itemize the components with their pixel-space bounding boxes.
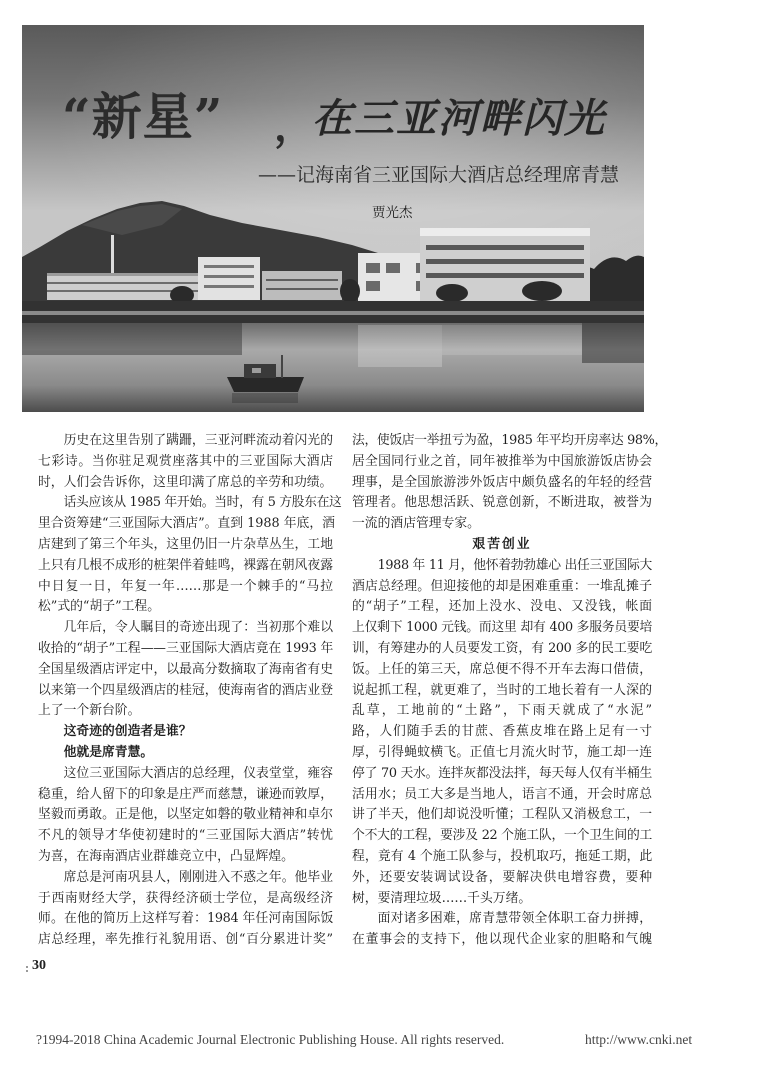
boat-window xyxy=(252,368,261,373)
paragraph-line: 时，人们会告诉你，这里印满了席总的辛劳和功绩。 xyxy=(38,474,333,490)
paragraph-line: 个不大的工程，要涉及 22 个施工队，一个卫生间的工 xyxy=(352,828,652,844)
paragraph-line: 于西南财经大学，获得经济硕士学位，是高级经济 xyxy=(38,890,333,906)
paragraph-line: 的“胡子”工程，还加上没水、没电、又没钱，帐面 xyxy=(352,599,652,615)
white-building-windows xyxy=(204,275,254,278)
mid-building-window xyxy=(386,263,400,273)
header-photo xyxy=(22,25,644,412)
paragraph-line: 话头应该从 1985 年开始。当时，有 5 方股东在这 xyxy=(63,495,342,511)
mid-building-window xyxy=(366,263,380,273)
tower xyxy=(111,235,114,277)
page-number: 30 xyxy=(32,958,46,973)
embankment xyxy=(22,311,644,315)
paragraph-line: 面对诸多困难，席青慧带领全体职工奋力拼搏， xyxy=(377,911,652,927)
side-building xyxy=(262,271,342,300)
low-building-roof xyxy=(47,273,207,276)
paragraph-line: 以来第一个四星级酒店的桂冠，使海南省的酒店业登 xyxy=(38,682,333,698)
hotel-windows xyxy=(426,273,584,278)
boat-reflection xyxy=(232,393,298,403)
tree xyxy=(436,284,468,302)
paragraph-line: 乱草，工地前的“土路”，下雨天就成了“水泥” xyxy=(352,703,652,719)
paragraph-line: 外，还要安装调试设备，要解决供电增容费，要种 xyxy=(352,869,652,885)
author: 贾光杰 xyxy=(372,205,413,221)
copyright-notice: ?1994-2018 China Academic Journal Electronic Publishing House. All rights reserved. xyxy=(36,1032,505,1047)
paragraph-line: 松”式的“胡子”工程。 xyxy=(38,599,161,615)
subtitle: ——记海南省三亚国际大酒店总经理席青慧 xyxy=(258,164,620,186)
tree xyxy=(522,281,562,301)
paragraph-line: 在董事会的支持下，他以现代企业家的胆略和气魄 xyxy=(352,932,652,948)
paragraph-line: 饭。上任的第三天，席总便不得不开车去海口借债， xyxy=(352,661,652,677)
white-building-windows xyxy=(204,285,254,288)
side-building-windows xyxy=(266,288,338,290)
mountain-reflection xyxy=(22,323,242,355)
paragraph-line: 这位三亚国际大酒店的总经理，仪表堂堂，雍容 xyxy=(63,765,333,781)
paragraph-line: 管理者。他思想活跃、锐意创新，不断进取，被誉为 xyxy=(352,495,652,511)
title-quoted: “新星” xyxy=(62,87,224,146)
paragraph-line: 历史在这里告别了蹒跚，三亚河畔流动着闪光的 xyxy=(63,433,333,448)
paragraph-line: 中日复一日，年复一年……那是一个棘手的“马拉 xyxy=(38,578,333,594)
paragraph-line: 收拾的“胡子”工程——三亚国际大酒店竟在 1993 年 xyxy=(38,640,333,656)
hotel-roof xyxy=(420,228,590,236)
mid-building-window xyxy=(366,281,380,291)
side-building-windows xyxy=(266,279,338,281)
paragraph-line: 路，人们随手丢的甘蔗、香蕉皮堆在路上足有一寸 xyxy=(352,724,652,740)
paragraph-line: 席总是河南巩县人，刚刚进入不惑之年。他毕业 xyxy=(63,869,333,885)
paragraph-line: 树，要清理垃圾……千头万绪。 xyxy=(352,890,532,906)
building-reflection xyxy=(442,325,582,355)
paragraph-line: 为喜，在海南酒店业群雄竞立中，凸显辉煌。 xyxy=(38,848,294,864)
paragraph-line: 里合资筹建“三亚国际大酒店”。直到 1988 年底，酒 xyxy=(38,516,335,532)
paragraph-line: 厚，引得蝇蚊横飞。正值七月流火时节，施工却一连 xyxy=(352,744,652,760)
paragraph-line: 店建到了第三个年头，这里仍旧一片杂草丛生，工地 xyxy=(38,536,333,552)
paragraph-line: 停了 70 天水。连拌灰都没法拌，每天每人仅有半桶生 xyxy=(352,765,652,781)
paragraph-line: 酒店总经理。但迎接他的却是困难重重：一堆乱摊子 xyxy=(352,578,652,594)
white-building-windows xyxy=(204,265,254,268)
paragraph-line: 活用水；员工大多是当地人，语言不通，开会时席总 xyxy=(352,786,652,802)
paragraph-line: 说起抓工程，就更难了，当时的工地长着有一人深的 xyxy=(352,682,652,698)
white-building xyxy=(198,257,260,300)
low-building-windows xyxy=(47,282,207,284)
hotel-windows xyxy=(426,259,584,264)
paragraph-line: 坚毅而勇敢。正是他，以坚定如磐的敬业精神和卓尔 xyxy=(38,807,333,823)
hotel-windows xyxy=(426,245,584,250)
source-url: http://www.cnki.net xyxy=(585,1032,693,1047)
paragraph-line: 全国星级酒店评定中，以最高分数摘取了海南省有史 xyxy=(38,661,333,677)
building-reflection xyxy=(358,325,442,367)
paragraph-line: 不凡的领导才华使初建时的“三亚国际大酒店”转忧 xyxy=(38,828,333,844)
left-column xyxy=(38,431,342,951)
paragraph-line: 店总经理，率先推行礼貌用语、创“百分累进计奖” xyxy=(38,932,333,948)
paragraph-line: 训，有筹建办的人员要发工资，有 200 多的民工要吃 xyxy=(352,640,652,656)
section-heading: 艰苦创业 xyxy=(472,536,532,552)
paragraph-line: 一流的酒店管理专家。 xyxy=(352,516,480,532)
paragraph-line: 稳重，给人留下的印象是庄严而慈慧，谦逊而敦厚， xyxy=(38,786,333,802)
paragraph-line: 程，竟有 4 个施工队参与，投机取巧，拖延工期，此 xyxy=(352,848,652,864)
paragraph-line: 上了一个新台阶。 xyxy=(38,703,141,719)
paragraph-line: 几年后，令人瞩目的奇迹出现了：当初那个难以 xyxy=(63,620,333,636)
paragraph-line: 七彩诗。当你驻足观赏座落其中的三亚国际大酒店 xyxy=(38,453,333,469)
boat-mast xyxy=(281,355,283,378)
boat-hull xyxy=(227,377,304,392)
paragraph-line: 讲了半天，他们却说没听懂；工程队又消极怠工，一 xyxy=(352,807,652,823)
title-rest: 在三亚河畔闪光 xyxy=(312,95,606,142)
right-column xyxy=(352,431,667,951)
paragraph-line: 他就是席青慧。 xyxy=(63,744,154,760)
paragraph-line: 上仅剩下 1000 元钱。而这里 却有 400 多服务员要培 xyxy=(352,620,652,636)
tree-reflection xyxy=(582,323,644,363)
paragraph-line: 1988 年 11 月，他怀着勃勃雄心 出任三亚国际大 xyxy=(377,557,652,573)
tree xyxy=(340,279,360,303)
paragraph-line: 师。在他的简历上这样写着：1984 年任河南国际饭 xyxy=(38,911,333,927)
paragraph-line: 上只有几根不成形的桩架伴着蛙鸣，裸露在朝风夜露 xyxy=(38,557,333,573)
paragraph-line: 居全国同行业之首，同年被推举为中国旅游饭店协会 xyxy=(352,453,652,469)
title-comma: ， xyxy=(274,103,314,150)
paragraph-line: 这奇迹的创造者是谁？ xyxy=(63,724,192,740)
scan-mark xyxy=(26,966,30,972)
paragraph-line: 法，使饭店一举扭亏为盈，1985 年平均开房率达 98%， xyxy=(352,433,667,448)
paragraph-line: 理事，是全国旅游涉外饭店中颇负盛名的年轻的经营 xyxy=(352,474,652,490)
